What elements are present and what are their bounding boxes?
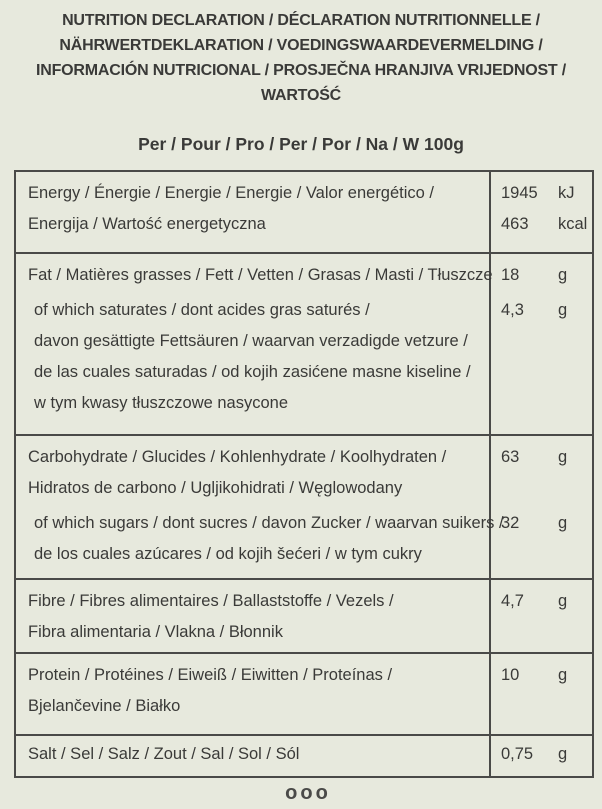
fibre-value-cell (490, 579, 593, 653)
energy-value-cell (490, 171, 593, 253)
table-row-protein (15, 653, 593, 735)
protein-label: Protein / Protéines / Eiweiß / Eiwitten / Proteínas / (28, 666, 393, 684)
fat-value: 18 (501, 266, 520, 284)
header-line: WARTOŚĆ (260, 87, 342, 104)
table-row-energy (15, 171, 593, 253)
fibre-label: Fibre / Fibres alimentaires / Ballaststoffe / Vezels / (28, 592, 394, 610)
nutrition-table (14, 170, 594, 778)
sugars-value: 32 (501, 514, 520, 532)
sugars-label: de los cuales azúcares / od kojih šećeri / w tym cukry (34, 545, 422, 563)
header-line: NÄHRWERTDEKLARATION / VOEDINGSWAARDEVERMELDING / (59, 37, 543, 54)
carbohydrate-label: Hidratos de carbono / Ugljikohidrati / Węglowodany (28, 479, 403, 497)
protein-unit: g (558, 666, 568, 684)
salt-label-cell (15, 735, 490, 777)
fibre-value: 4,7 (501, 592, 524, 610)
saturates-label: de las cuales saturadas / od kojih zasićene masne kiseline / (34, 363, 471, 381)
table-row-salt (15, 735, 593, 777)
energy-kj-unit: kJ (558, 184, 575, 202)
per-100g-heading: Per / Pour / Pro / Per / Por / Na / W 100g (138, 134, 464, 154)
energy-label: Energija / Wartość energetyczna (28, 215, 266, 233)
table-row-carbohydrate (15, 435, 593, 579)
carbohydrate-label-cell (15, 435, 504, 579)
fat-value-cell (490, 253, 593, 435)
protein-value: 10 (501, 666, 520, 684)
energy-label: Energy / Énergie / Energie / Energie / Valor energético / (28, 184, 435, 202)
fat-unit: g (558, 266, 568, 284)
declaration-header (0, 8, 602, 108)
header-line: NUTRITION DECLARATION / DÉCLARATION NUTRITIONNELLE / (62, 12, 540, 29)
table-row-fibre (15, 579, 593, 653)
sugars-label: of which sugars / dont sucres / davon Zucker / waarvan suikers / (34, 514, 504, 532)
energy-kj-value: 1945 (501, 184, 538, 202)
header-line: INFORMACIÓN NUTRICIONAL / PROSJEČNA HRANJIVA VRIJEDNOST / (36, 62, 566, 79)
fibre-label-cell (15, 579, 490, 653)
energy-kcal-unit: kcal (558, 215, 588, 233)
energy-kcal-value: 463 (501, 215, 529, 233)
fat-label: Fat / Matières grasses / Fett / Vetten / Grasas / Masti / Tłuszcze (28, 266, 493, 284)
protein-label-cell (15, 653, 490, 735)
energy-label-cell (15, 171, 490, 253)
saturates-value: 4,3 (501, 301, 524, 319)
salt-value-cell (490, 735, 593, 777)
fibre-unit: g (558, 592, 568, 610)
protein-value-cell (490, 653, 593, 735)
fat-label-cell (15, 253, 493, 435)
saturates-label: of which saturates / dont acides gras saturés / (34, 301, 370, 319)
saturates-label: davon gesättigte Fettsäuren / waarvan verzadigde vetzure / (34, 332, 468, 350)
saturates-label: w tym kwasy tłuszczowe nasycone (34, 394, 289, 412)
carbohydrate-label: Carbohydrate / Glucides / Kohlenhydrate / Koolhydraten / (28, 448, 447, 466)
salt-unit: g (558, 745, 568, 763)
table-row-fat (15, 253, 593, 435)
carbohydrate-value-cell (490, 435, 593, 579)
fibre-label: Fibra alimentaria / Vlakna / Błonnik (28, 623, 283, 641)
recycle-symbol-icon: ooo (285, 782, 331, 804)
salt-label: Salt / Sel / Salz / Zout / Sal / Sol / Sól (28, 745, 300, 763)
sugars-unit: g (558, 514, 568, 532)
carbohydrate-unit: g (558, 448, 568, 466)
salt-value: 0,75 (501, 745, 534, 763)
carbohydrate-value: 63 (501, 448, 520, 466)
saturates-unit: g (558, 301, 568, 319)
protein-label: Bjelančevine / Białko (28, 697, 181, 715)
